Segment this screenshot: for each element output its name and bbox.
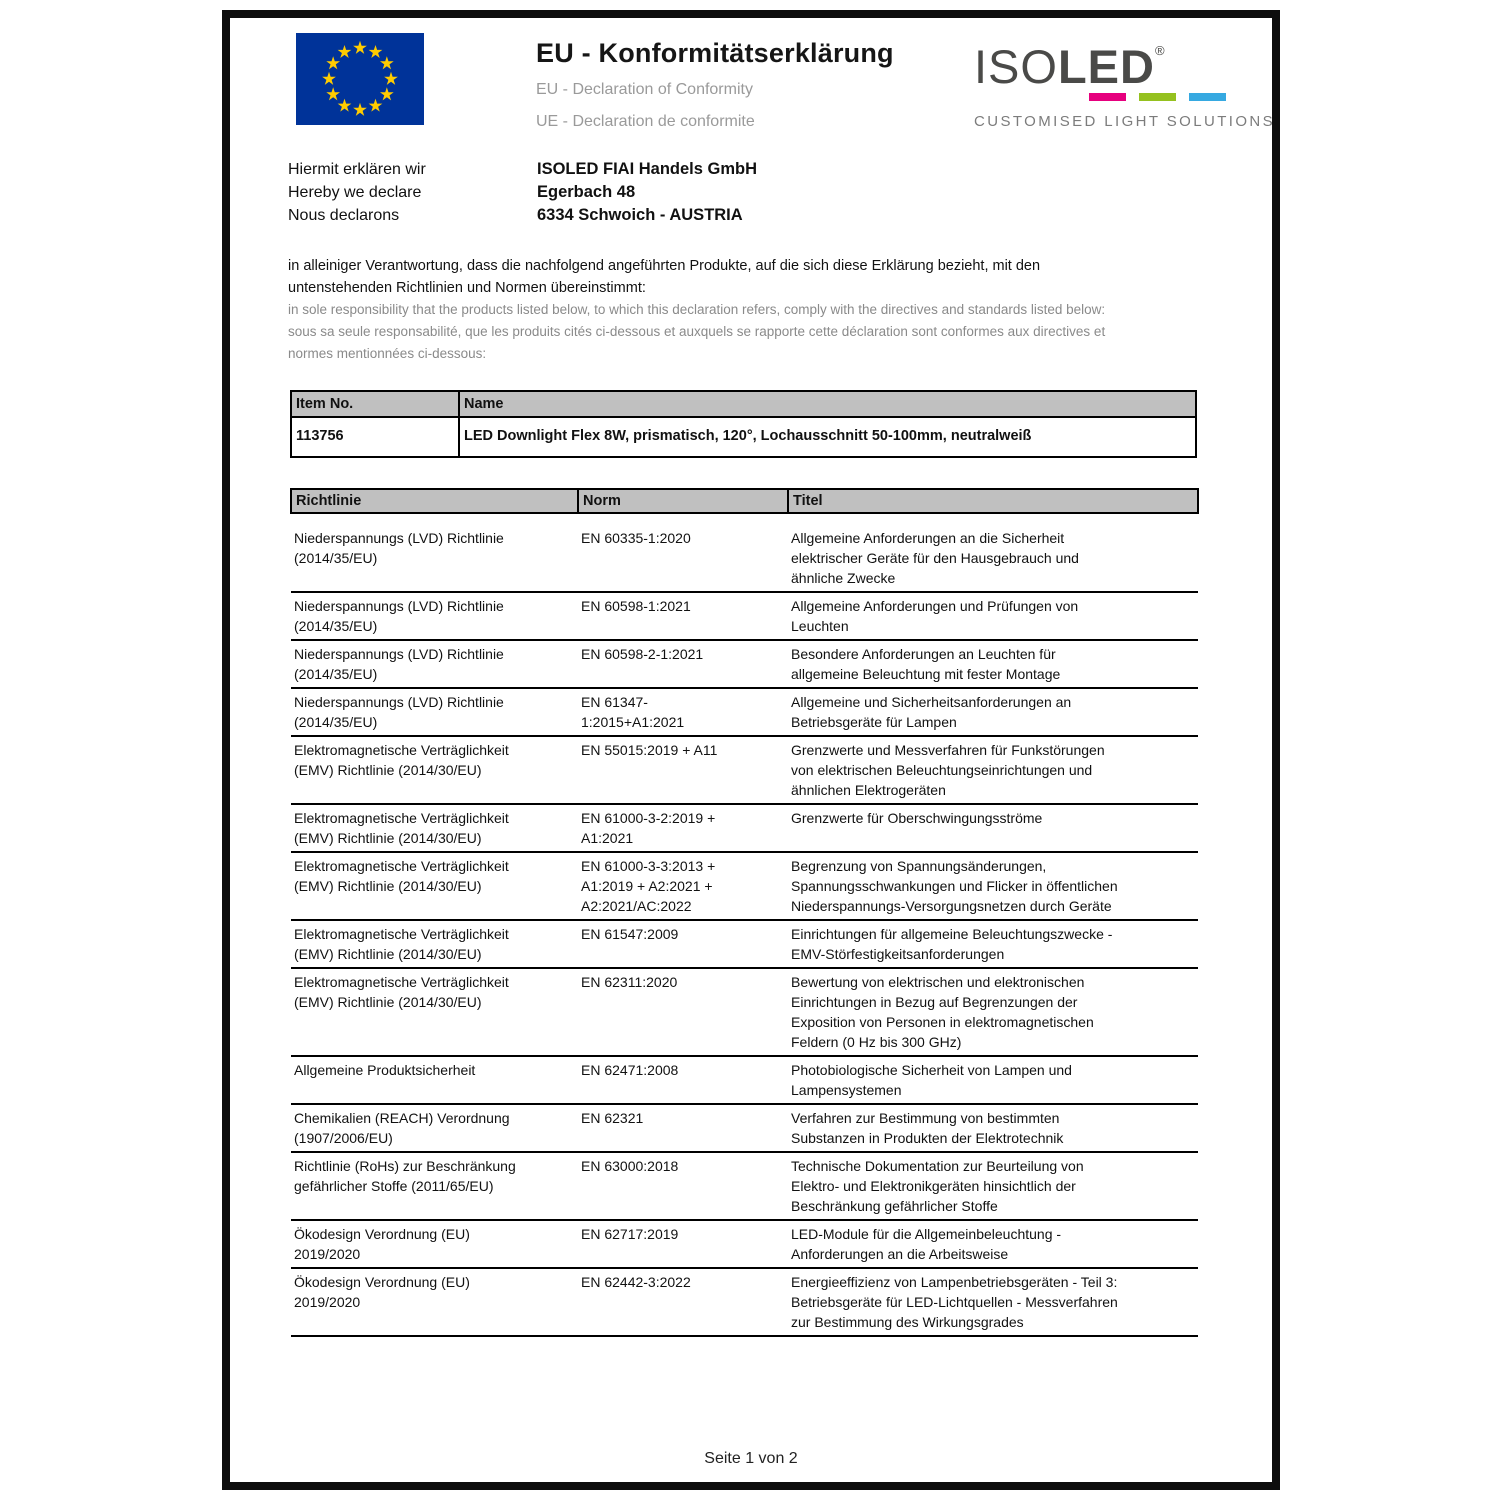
standards-table-cell: EN 61547:2009 — [578, 920, 788, 968]
standards-table-cell: Einrichtungen für allgemeine Beleuchtungszwecke - EMV-Störfestigkeitsanforderungen — [788, 920, 1198, 968]
table-row — [291, 513, 1198, 592]
isoled-logo — [974, 26, 1276, 130]
table-row — [291, 736, 1198, 804]
standards-table-cell: Grenzwerte für Oberschwingungsströme — [788, 804, 1198, 852]
standards-table-cell: EN 61000-3-2:2019 + A1:2021 — [578, 804, 788, 852]
company-name: ISOLED FIAI Handels GmbH — [537, 160, 758, 178]
table-row — [291, 688, 1198, 736]
page-title: EU - Konformitätserklärung — [536, 38, 894, 68]
standards-table-cell: EN 62471:2008 — [578, 1056, 788, 1104]
item-table-header-0: Item No. — [291, 391, 459, 417]
company-street: Egerbach 48 — [537, 183, 636, 201]
table-row — [291, 1268, 1198, 1336]
standards-table-cell: Energieeffizienz von Lampenbetriebsgeräten - Teil 3: Betriebsgeräte für LED-Lichtquellen - Messverfahren zur Bestimmung des Wirkungsgrades — [788, 1268, 1198, 1336]
standards-table-cell: Technische Dokumentation zur Beurteilung von Elektro- und Elektronikgeräten hinsichtlich der Beschränkung gefährlicher Stoffe — [788, 1152, 1198, 1220]
standards-table — [290, 488, 1199, 1337]
logo-bar-cyan — [1189, 93, 1226, 101]
responsibility-text-fr: sous sa seule responsabilité, que les produits cités ci-dessous et auxquels se rapporte cette déclaration sont conformes aux directives et normes mentionnées ci-dessous: — [288, 324, 1106, 361]
declare-label-en: Hereby we declare — [288, 184, 422, 201]
standards-table-cell: EN 62442-3:2022 — [578, 1268, 788, 1336]
title-block — [536, 38, 966, 133]
table-row — [291, 1056, 1198, 1104]
standards-table-cell: EN 63000:2018 — [578, 1152, 788, 1220]
item-table — [290, 390, 1197, 458]
page-number: Seite 1 von 2 — [704, 1450, 798, 1467]
standards-table-cell: Elektromagnetische Verträglichkeit (EMV) Richtlinie (2014/30/EU) — [291, 804, 578, 852]
table-row — [291, 640, 1198, 688]
responsibility-paragraph — [288, 256, 1118, 365]
logo-led-text: LED — [1057, 40, 1155, 93]
table-row — [291, 592, 1198, 640]
responsibility-text-en: in sole responsibility that the products listed below, to which this declaration refers, comply with the directives and standards listed below: — [288, 302, 1106, 317]
standards-table-cell: Elektromagnetische Verträglichkeit (EMV) Richtlinie (2014/30/EU) — [291, 968, 578, 1056]
standards-table-cell: Allgemeine Anforderungen und Prüfungen von Leuchten — [788, 592, 1198, 640]
logo-bar-pink — [1089, 93, 1126, 101]
standards-table-cell: EN 60335-1:2020 — [578, 513, 788, 592]
table-row — [291, 804, 1198, 852]
standards-table-cell: Bewertung von elektrischen und elektronischen Einrichtungen in Bezug auf Begrenzungen der Exposition von Personen in elektromagnetischen Feldern (0 Hz bis 300 GHz) — [788, 968, 1198, 1056]
standards-table-cell: Allgemeine Anforderungen an die Sicherheit elektrischer Geräte für den Hausgebrauch und ähnliche Zwecke — [788, 513, 1198, 592]
standards-table-header-1: Norm — [578, 489, 788, 513]
standards-table-cell: EN 61000-3-3:2013 + A1:2019 + A2:2021 + A2:2021/AC:2022 — [578, 852, 788, 920]
logo-tagline: CUSTOMISED LIGHT SOLUTIONS — [974, 113, 1276, 130]
standards-table-cell: Chemikalien (REACH) Verordnung (1907/2006/EU) — [291, 1104, 578, 1152]
standards-table-cell: EN 62321 — [578, 1104, 788, 1152]
standards-table-cell: Elektromagnetische Verträglichkeit (EMV) Richtlinie (2014/30/EU) — [291, 852, 578, 920]
logo-color-bars — [974, 93, 1240, 101]
standards-table-cell: EN 60598-1:2021 — [578, 592, 788, 640]
standards-table-cell: Verfahren zur Bestimmung von bestimmten Substanzen in Produkten der Elektrotechnik — [788, 1104, 1198, 1152]
company-city: 6334 Schwoich - AUSTRIA — [537, 206, 743, 224]
company-address — [537, 158, 757, 227]
standards-table-cell: Niederspannungs (LVD) Richtlinie (2014/35/EU) — [291, 513, 578, 592]
isoled-logo-wordmark — [974, 26, 1240, 92]
table-row — [291, 1220, 1198, 1268]
document-page — [222, 10, 1280, 1490]
standards-table-header-0: Richtlinie — [291, 489, 578, 513]
page-title-en: EU - Declaration of Conformity — [536, 81, 753, 98]
standards-table-cell: Niederspannungs (LVD) Richtlinie (2014/35/EU) — [291, 592, 578, 640]
page-title-fr: UE - Declaration de conformite — [536, 113, 755, 130]
standards-table-cell: Photobiologische Sicherheit von Lampen und Lampensystemen — [788, 1056, 1198, 1104]
declare-label-de: Hiermit erklären wir — [288, 161, 426, 178]
eu-flag-icon — [296, 33, 424, 125]
standards-table-cell: Allgemeine Produktsicherheit — [291, 1056, 578, 1104]
declaration-block — [288, 158, 988, 227]
standards-table-cell: Besondere Anforderungen an Leuchten für allgemeine Beleuchtung mit fester Montage — [788, 640, 1198, 688]
table-row — [291, 852, 1198, 920]
standards-table-cell: Elektromagnetische Verträglichkeit (EMV) Richtlinie (2014/30/EU) — [291, 920, 578, 968]
standards-table-cell: EN 62717:2019 — [578, 1220, 788, 1268]
logo-iso-text: ISO — [974, 40, 1058, 93]
standards-table-cell: EN 62311:2020 — [578, 968, 788, 1056]
standards-table-cell: Grenzwerte und Messverfahren für Funkstörungen von elektrischen Beleuchtungseinrichtungen und ähnlichen Elektrogeräten — [788, 736, 1198, 804]
standards-table-cell: Niederspannungs (LVD) Richtlinie (2014/35/EU) — [291, 688, 578, 736]
standards-table-cell: LED-Module für die Allgemeinbeleuchtung - Anforderungen an die Arbeitsweise — [788, 1220, 1198, 1268]
item-table-cell: 113756 — [291, 417, 459, 457]
item-table-header-row — [291, 391, 1196, 417]
registered-mark-icon: ® — [1154, 43, 1166, 58]
standards-table-cell: Elektromagnetische Verträglichkeit (EMV) Richtlinie (2014/30/EU) — [291, 736, 578, 804]
declaration-labels — [288, 158, 537, 227]
table-row — [291, 1152, 1198, 1220]
standards-table-cell: EN 55015:2019 + A11 — [578, 736, 788, 804]
standards-table-header-2: Titel — [788, 489, 1198, 513]
responsibility-text-de: in alleiniger Verantwortung, dass die nachfolgend angeführten Produkte, auf die sich diese Erklärung bezieht, mit den untenstehenden Richtlinien und Normen übereinstimmt: — [288, 258, 1041, 296]
standards-table-cell: Allgemeine und Sicherheitsanforderungen an Betriebsgeräte für Lampen — [788, 688, 1198, 736]
table-row — [291, 968, 1198, 1056]
standards-table-cell: Niederspannungs (LVD) Richtlinie (2014/35/EU) — [291, 640, 578, 688]
table-row — [291, 1104, 1198, 1152]
standards-table-cell: Ökodesign Verordnung (EU) 2019/2020 — [291, 1268, 578, 1336]
standards-table-cell: EN 60598-2-1:2021 — [578, 640, 788, 688]
standards-table-cell: Begrenzung von Spannungsänderungen, Spannungsschwankungen und Flicker in öffentlichen Niederspannungs-Versorgungsnetzen durch Geräte — [788, 852, 1198, 920]
declare-label-fr: Nous declarons — [288, 207, 400, 224]
item-table-cell: LED Downlight Flex 8W, prismatisch, 120°, Lochausschnitt 50-100mm, neutralweiß — [459, 417, 1196, 457]
table-row — [291, 417, 1196, 457]
logo-bar-green — [1139, 93, 1176, 101]
standards-table-cell: Ökodesign Verordnung (EU) 2019/2020 — [291, 1220, 578, 1268]
standards-table-cell: Richtlinie (RoHs) zur Beschränkung gefährlicher Stoffe (2011/65/EU) — [291, 1152, 578, 1220]
standards-table-cell: EN 61347-1:2015+A1:2021 — [578, 688, 788, 736]
item-table-header-1: Name — [459, 391, 1196, 417]
table-row — [291, 920, 1198, 968]
standards-table-header-row — [291, 489, 1198, 513]
